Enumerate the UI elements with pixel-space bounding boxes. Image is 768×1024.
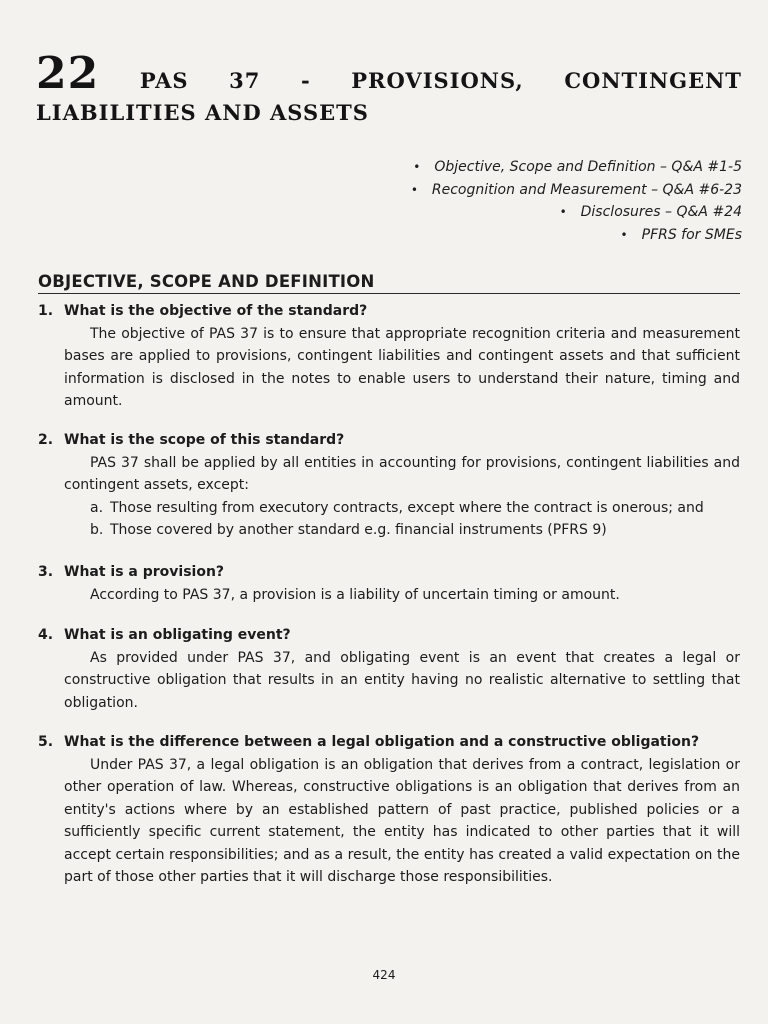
question [38,429,740,452]
question [38,624,740,647]
question-text: What is the difference between a legal obligation and a constructive obligation? [64,734,700,750]
qa-block-2 [38,429,740,542]
outline-item [282,179,742,202]
outline-item [282,156,742,179]
question-number: 5. [38,734,54,750]
answer-text: As provided under PAS 37, and obligating event is an event that creates a legal or constructive obligation that results in an entity having no realistic alternative to settling that obligation. [64,649,740,711]
bullet-icon: • [413,160,421,174]
question-number: 3. [38,564,54,580]
answer-text: PAS 37 shall be applied by all entities in accounting for provisions, contingent liabilities and contingent assets, except: [64,454,740,493]
outline-item [282,224,742,247]
question [38,300,740,323]
question-text: What is the objective of the standard? [64,303,368,319]
qa-block-5 [38,731,740,889]
list-item [90,519,740,542]
question-text: What is the scope of this standard? [64,432,345,448]
outline-item-text: Recognition and Measurement – Q&A #6-23 [431,181,742,198]
chapter-title-word: PROVISIONS, [351,68,524,93]
list-item [90,497,740,520]
qa-block-4 [38,624,740,714]
answer-text: According to PAS 37, a provision is a liability of uncertain timing or amount. [90,586,620,603]
outline-item-text: Disclosures – Q&A #24 [580,204,742,220]
question-number: 2. [38,432,54,448]
chapter-title-word: 37 [229,68,261,93]
list-item-letter: a. [90,499,104,516]
question-number: 1. [38,303,54,319]
exception-list [38,497,740,542]
list-item-text: Those covered by another standard e.g. financial instruments (PFRS 9) [110,522,607,538]
bullet-icon: • [410,182,418,197]
answer-text: The objective of PAS 37 is to ensure that appropriate recognition criteria and measurement bases are applied to provisions, contingent liabilities and contingent assets and that sufficient information is disclosed in the notes to enable users to understand their nature, timing and amount. [64,325,740,409]
answer-text: Under PAS 37, a legal obligation is an obligation that derives from a contract, legislation or other operation of law. Whereas, constructive obligations is an obligation that derives from an entity's actions where by an established pattern of past practice, published policies or a sufficiently specific current statement, the entity has indicated to other parties that it will accept certain responsibilities; and as a result, the entity has created a valid expectation on the part of those other parties that it will discharge those responsibilities. [64,756,740,885]
chapter-title-line-2: LIABILITIES AND ASSETS [36,100,369,125]
chapter-title-line-1 [36,48,742,98]
section-title: OBJECTIVE, SCOPE AND DEFINITION [38,272,740,294]
question-text: What is a provision? [64,564,225,580]
qa-block-3 [38,561,740,606]
question-text: What is an obligating event? [64,627,291,643]
bullet-icon: • [620,227,628,242]
list-item-letter: b. [90,522,104,538]
page-number: 424 [372,968,396,982]
qa-block-1 [38,300,740,413]
question [38,731,740,754]
outline-item-text: PFRS for SMEs [641,226,742,243]
chapter-title-word: - [300,68,311,93]
list-item-text: Those resulting from executory contracts, except where the contract is onerous; and [110,499,704,516]
outline-item [282,201,742,224]
question [38,561,740,584]
chapter-title-word: CONTINGENT [564,68,742,93]
outline-item-text: Objective, Scope and Definition – Q&A #1-5 [434,159,742,175]
chapter-heading [36,48,742,125]
bullet-icon: • [559,205,567,219]
chapter-outline [282,156,742,246]
chapter-title-word: PAS [139,68,189,93]
question-number: 4. [38,627,54,643]
chapter-number: 22 [36,48,100,99]
